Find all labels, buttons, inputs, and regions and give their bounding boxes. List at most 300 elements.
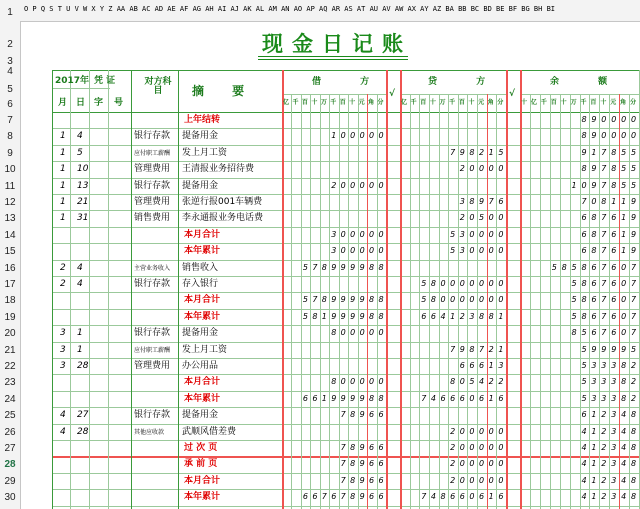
credit-digit: 2 — [459, 213, 465, 223]
entry-month: 1 — [60, 197, 66, 207]
balance-digit: 7 — [631, 295, 637, 305]
balance-unit-label: 百 — [590, 99, 597, 106]
row-number[interactable]: 2 — [7, 39, 13, 50]
debit-unit-label: 万 — [320, 99, 327, 106]
debit-unit-label: 元 — [358, 99, 365, 106]
balance-digit: 8 — [621, 377, 627, 387]
debit-digit: 9 — [359, 475, 365, 485]
debit-digit: 6 — [369, 443, 375, 452]
credit-digit: 6 — [498, 197, 504, 206]
balance-digit: 2 — [601, 443, 607, 452]
check-mark-header: √ — [389, 89, 396, 99]
credit-digit: 8 — [479, 311, 485, 321]
balance-digit: 4 — [581, 475, 587, 485]
entry-month: 3 — [60, 361, 66, 371]
balance-digit: 3 — [611, 492, 617, 502]
row-number[interactable]: 1 — [7, 7, 13, 18]
row-number[interactable]: 4 — [7, 66, 13, 77]
balance-digit: 1 — [571, 180, 577, 190]
balance-digit: 7 — [631, 311, 637, 321]
debit-digit: 6 — [378, 410, 384, 420]
debit-digit: 8 — [321, 295, 327, 305]
balance-digit: 6 — [611, 328, 617, 338]
balance-digit: 0 — [621, 279, 627, 288]
credit-digit: 8 — [469, 147, 475, 157]
debit-digit: 9 — [340, 393, 346, 403]
header-summary: 摘 要 — [192, 84, 257, 98]
debit-digit: 0 — [340, 328, 346, 338]
debit-digit: 6 — [312, 492, 318, 502]
credit-digit: 0 — [498, 475, 504, 485]
year-divider — [52, 88, 110, 89]
credit-digit: 2 — [479, 147, 485, 157]
balance-digit: 2 — [601, 459, 607, 469]
balance-digit: 2 — [631, 377, 637, 387]
balance-digit: 5 — [631, 180, 637, 190]
debit-digit: 9 — [359, 410, 365, 420]
balance-digit: 5 — [581, 328, 587, 338]
balance-digit: 5 — [581, 361, 587, 370]
debit-digit: 0 — [359, 377, 365, 387]
debit-digit: 0 — [350, 246, 356, 256]
entry-day: 4 — [77, 279, 83, 289]
debit-digit: 5 — [302, 295, 308, 305]
debit-digit: 8 — [350, 459, 356, 469]
debit-digit: 7 — [312, 295, 318, 305]
credit-digit: 7 — [421, 492, 427, 502]
credit-digit: 6 — [459, 492, 465, 502]
debit-unit-label: 十 — [349, 99, 356, 106]
debit-digit: 0 — [340, 180, 346, 190]
header-year: 2017年 — [55, 76, 90, 86]
credit-digit: 2 — [450, 443, 456, 452]
balance-digit: 6 — [591, 279, 597, 288]
debit-digit: 7 — [321, 492, 327, 502]
debit-digit: 3 — [331, 229, 337, 239]
balance-digit: 8 — [621, 361, 627, 370]
balance-digit: 2 — [601, 475, 607, 485]
balance-digit: 2 — [601, 492, 607, 502]
credit-digit: 4 — [430, 393, 436, 403]
debit-digit: 8 — [378, 393, 384, 403]
entry-summary: 王清报业务招待费 — [182, 164, 255, 175]
credit-digit: 0 — [498, 164, 504, 174]
row-number[interactable]: 24 — [4, 393, 16, 405]
entry-summary: 过 次 页 — [184, 443, 218, 453]
credit-unit-label: 十 — [429, 99, 436, 106]
row-number[interactable]: 29 — [4, 475, 16, 487]
entry-account: 银行存款 — [134, 131, 171, 142]
debit-digit: 8 — [331, 377, 337, 387]
entry-summary: 本年累计 — [184, 311, 221, 322]
balance-digit: 9 — [631, 246, 637, 256]
entry-account: 管理费用 — [134, 197, 171, 207]
balance-digit: 6 — [611, 295, 617, 305]
debit-digit: 0 — [369, 328, 375, 338]
entry-day: 10 — [77, 164, 89, 175]
balance-digit: 6 — [591, 295, 597, 305]
credit-digit: 3 — [498, 361, 504, 370]
debit-digit: 2 — [331, 180, 337, 190]
debit-digit: 3 — [331, 246, 337, 256]
balance-digit: 0 — [591, 197, 597, 206]
balance-digit: 3 — [611, 459, 617, 469]
entry-summary: 提备用金 — [182, 180, 219, 191]
balance-digit: 7 — [631, 279, 637, 288]
entry-summary: 发上月工资 — [182, 344, 228, 355]
credit-digit: 2 — [450, 475, 456, 485]
debit-digit: 8 — [321, 262, 327, 272]
credit-digit: 0 — [488, 164, 494, 174]
row-number[interactable]: 21 — [4, 344, 16, 356]
row-line — [52, 292, 640, 293]
debit-digit: 9 — [359, 492, 365, 502]
credit-digit: 0 — [498, 443, 504, 452]
balance-digit: 5 — [571, 295, 577, 305]
row-number[interactable]: 3 — [7, 56, 13, 67]
balance-digit: 1 — [591, 147, 597, 157]
row-number[interactable]: 11 — [4, 180, 16, 192]
debit-digit: 7 — [340, 475, 346, 485]
column-line — [52, 70, 53, 509]
row-header-bar[interactable] — [0, 7, 21, 509]
entry-summary: 承 前 页 — [184, 459, 218, 470]
debit-digit: 6 — [369, 410, 375, 420]
entry-account: 应付职工薪酬 — [134, 346, 171, 354]
balance-digit: 3 — [611, 426, 617, 436]
credit-digit: 6 — [421, 311, 427, 321]
row-number[interactable]: 28 — [4, 459, 16, 471]
balance-digit: 0 — [631, 115, 637, 124]
balance-digit: 8 — [581, 311, 587, 321]
balance-digit: 7 — [601, 246, 607, 256]
debit-digit: 1 — [321, 393, 327, 403]
column-line — [386, 70, 388, 509]
balance-digit: 2 — [601, 410, 607, 420]
credit-digit: 7 — [479, 344, 485, 354]
balance-unit-label: 千 — [540, 99, 547, 106]
balance-digit: 0 — [611, 115, 617, 124]
credit-digit: 0 — [469, 475, 475, 485]
credit-digit: 0 — [469, 426, 475, 436]
balance-digit: 9 — [591, 180, 597, 190]
balance-digit: 1 — [591, 492, 597, 502]
balance-digit: 9 — [591, 115, 597, 124]
row-number[interactable]: 30 — [4, 492, 16, 504]
row-number[interactable]: 14 — [4, 229, 16, 241]
row-number[interactable]: 6 — [7, 99, 13, 110]
row-number[interactable]: 10 — [4, 164, 16, 176]
debit-digit: 0 — [369, 229, 375, 239]
balance-digit: 3 — [611, 475, 617, 485]
entry-day: 28 — [77, 426, 89, 437]
debit-digit: 9 — [350, 393, 356, 403]
header-day: 日 — [76, 98, 86, 108]
balance-digit: 8 — [561, 262, 567, 272]
row-line — [52, 194, 640, 195]
credit-digit: 5 — [498, 147, 504, 157]
column-line — [400, 70, 402, 509]
credit-digit: 0 — [469, 229, 475, 239]
credit-digit: 2 — [459, 311, 465, 321]
balance-unit-label: 百 — [550, 99, 557, 106]
debit-digit: 6 — [369, 459, 375, 469]
credit-digit: 7 — [450, 147, 456, 157]
balance-digit: 3 — [611, 393, 617, 403]
balance-digit: 3 — [591, 361, 597, 370]
balance-digit: 8 — [581, 131, 587, 141]
balance-digit: 8 — [601, 197, 607, 206]
entry-summary: 本月合计 — [184, 475, 221, 486]
row-number[interactable]: 8 — [7, 131, 13, 143]
balance-digit: 6 — [581, 213, 587, 223]
debit-digit: 9 — [340, 262, 346, 272]
balance-digit: 0 — [611, 131, 617, 141]
row-line — [52, 374, 640, 375]
balance-digit: 8 — [631, 443, 637, 452]
credit-digit: 3 — [469, 311, 475, 321]
balance-unit-label: 千 — [580, 99, 587, 106]
debit-digit: 0 — [350, 328, 356, 338]
balance-digit: 9 — [611, 344, 617, 354]
debit-digit: 0 — [340, 246, 346, 256]
debit-digit: 9 — [359, 459, 365, 469]
credit-digit: 4 — [440, 311, 446, 321]
header-counter-account: 对方科目 — [144, 77, 172, 96]
balance-digit: 5 — [571, 262, 577, 272]
entry-summary: 本月合计 — [184, 229, 221, 240]
header-credit: 贷 方 — [428, 77, 504, 87]
balance-digit: 9 — [581, 147, 587, 157]
balance-digit: 9 — [591, 131, 597, 141]
debit-digit: 0 — [378, 328, 384, 338]
row-number[interactable]: 15 — [4, 246, 16, 258]
credit-digit: 0 — [479, 426, 485, 436]
row-number[interactable]: 9 — [7, 147, 13, 159]
row-number[interactable]: 18 — [4, 295, 16, 307]
credit-digit: 6 — [498, 492, 504, 502]
balance-digit: 6 — [611, 262, 617, 272]
balance-digit: 5 — [551, 262, 557, 272]
row-number[interactable]: 12 — [4, 197, 16, 208]
credit-digit: 9 — [459, 147, 465, 157]
debit-digit: 9 — [331, 393, 337, 403]
balance-digit: 9 — [591, 344, 597, 354]
credit-digit: 0 — [440, 279, 446, 288]
balance-digit: 0 — [621, 115, 627, 124]
row-line — [52, 227, 640, 228]
entry-summary: 销售收入 — [182, 262, 219, 273]
row-number[interactable]: 20 — [4, 328, 16, 340]
debit-digit: 9 — [340, 311, 346, 321]
credit-digit: 0 — [479, 246, 485, 256]
credit-unit-label: 角 — [487, 99, 494, 106]
balance-unit-label: 元 — [610, 99, 617, 106]
row-line — [52, 145, 640, 146]
balance-digit: 5 — [631, 344, 637, 354]
entry-day: 1 — [77, 328, 83, 339]
debit-digit: 7 — [340, 410, 346, 420]
balance-digit: 1 — [621, 197, 627, 206]
credit-digit: 0 — [488, 246, 494, 256]
balance-digit: 4 — [581, 443, 587, 452]
credit-digit: 5 — [421, 295, 427, 305]
debit-digit: 6 — [302, 393, 308, 403]
debit-digit: 8 — [378, 295, 384, 305]
balance-digit: 4 — [621, 443, 627, 452]
balance-digit: 5 — [571, 279, 577, 288]
balance-digit: 0 — [621, 328, 627, 338]
credit-digit: 0 — [469, 246, 475, 256]
row-number[interactable]: 26 — [4, 426, 16, 438]
credit-digit: 2 — [450, 459, 456, 469]
balance-digit: 9 — [631, 229, 637, 239]
balance-digit: 9 — [591, 164, 597, 174]
credit-digit: 0 — [459, 459, 465, 469]
credit-digit: 8 — [430, 279, 436, 288]
balance-digit: 8 — [571, 328, 577, 338]
row-line — [52, 161, 640, 162]
title-underline — [258, 56, 408, 57]
balance-digit: 5 — [571, 311, 577, 321]
column-line — [70, 70, 71, 509]
balance-digit: 3 — [611, 361, 617, 370]
balance-unit-label: 十 — [521, 99, 528, 106]
balance-digit: 4 — [621, 459, 627, 469]
row-line — [52, 407, 640, 408]
balance-digit: 2 — [631, 393, 637, 403]
header-month: 月 — [58, 98, 68, 108]
debit-digit: 9 — [331, 262, 337, 272]
entry-month: 2 — [60, 279, 66, 289]
credit-digit: 4 — [479, 377, 485, 387]
balance-digit: 8 — [591, 213, 597, 223]
row-number[interactable]: 13 — [4, 213, 16, 225]
debit-unit-label: 千 — [292, 99, 299, 106]
debit-digit: 0 — [359, 246, 365, 256]
credit-digit: 6 — [440, 393, 446, 403]
debit-digit: 7 — [340, 443, 346, 452]
debit-digit: 0 — [359, 328, 365, 338]
row-line — [52, 210, 640, 211]
credit-digit: 0 — [469, 492, 475, 502]
credit-digit: 9 — [459, 344, 465, 354]
credit-digit: 3 — [459, 197, 465, 206]
debit-unit-label: 亿 — [283, 99, 290, 106]
debit-digit: 9 — [331, 311, 337, 321]
row-number[interactable]: 5 — [7, 84, 13, 95]
debit-digit: 0 — [369, 131, 375, 141]
debit-digit: 8 — [369, 393, 375, 403]
row-number[interactable]: 27 — [4, 443, 16, 454]
balance-digit: 8 — [611, 147, 617, 157]
debit-digit: 0 — [369, 377, 375, 387]
row-number[interactable]: 23 — [4, 377, 16, 389]
credit-digit: 0 — [498, 295, 504, 305]
entry-summary: 提备用金 — [182, 131, 219, 142]
entry-month: 1 — [60, 164, 66, 175]
debit-digit-line — [291, 94, 292, 509]
credit-digit: 0 — [498, 246, 504, 256]
header-debit: 借 方 — [312, 77, 388, 87]
row-number[interactable]: 16 — [4, 262, 16, 274]
credit-digit: 5 — [479, 213, 485, 223]
row-number[interactable]: 17 — [4, 279, 16, 290]
header-voucher: 凭 证 — [94, 76, 116, 86]
balance-digit: 7 — [601, 311, 607, 321]
debit-digit: 9 — [359, 393, 365, 403]
credit-digit: 0 — [488, 426, 494, 436]
credit-digit: 2 — [498, 377, 504, 387]
credit-digit: 0 — [459, 279, 465, 288]
credit-unit-label: 元 — [478, 99, 485, 106]
row-line — [52, 506, 640, 507]
entry-summary: 武顺风借差费 — [182, 426, 237, 437]
debit-digit: 0 — [378, 246, 384, 256]
balance-digit: 1 — [611, 197, 617, 206]
balance-digit-line — [560, 94, 561, 509]
row-line — [52, 276, 640, 277]
row-number[interactable]: 19 — [4, 311, 16, 323]
entry-month: 4 — [60, 410, 66, 421]
debit-digit: 0 — [378, 131, 384, 141]
debit-digit: 1 — [331, 131, 337, 141]
balance-digit: 6 — [581, 246, 587, 256]
debit-digit: 9 — [359, 443, 365, 452]
balance-digit: 0 — [621, 295, 627, 305]
credit-digit: 6 — [450, 492, 456, 502]
credit-unit-label: 百 — [420, 99, 427, 106]
entry-account: 管理费用 — [134, 361, 171, 371]
balance-digit: 3 — [601, 361, 607, 370]
debit-unit-label: 百 — [339, 99, 346, 106]
balance-digit: 7 — [601, 213, 607, 223]
balance-unit-label: 万 — [570, 99, 577, 106]
credit-digit: 0 — [479, 459, 485, 469]
header-balance: 余 额 — [550, 77, 626, 87]
credit-digit: 0 — [488, 229, 494, 239]
entry-summary: 本月合计 — [184, 295, 221, 306]
credit-digit: 0 — [498, 213, 504, 223]
balance-digit: 0 — [581, 180, 587, 190]
debit-digit: 0 — [340, 229, 346, 239]
credit-digit: 1 — [488, 361, 494, 370]
row-number[interactable]: 22 — [4, 361, 16, 372]
entry-account: 应付职工薪酬 — [134, 149, 171, 157]
credit-digit: 6 — [479, 393, 485, 403]
debit-digit: 0 — [369, 180, 375, 190]
debit-digit: 0 — [359, 180, 365, 190]
debit-divider — [282, 94, 386, 95]
credit-digit: 6 — [498, 393, 504, 403]
debit-digit: 6 — [378, 475, 384, 485]
debit-digit: 8 — [350, 410, 356, 420]
column-header-bar[interactable] — [0, 0, 640, 22]
debit-digit: 9 — [350, 295, 356, 305]
balance-digit: 6 — [591, 311, 597, 321]
entry-summary: 提备用金 — [182, 328, 219, 339]
row-number[interactable]: 25 — [4, 410, 16, 422]
balance-digit-line — [540, 94, 541, 509]
row-number[interactable]: 7 — [7, 115, 13, 126]
entry-account: 银行存款 — [134, 328, 171, 339]
credit-digit: 9 — [479, 197, 485, 206]
balance-digit: 3 — [591, 377, 597, 387]
credit-digit: 2 — [488, 377, 494, 387]
debit-digit: 8 — [369, 311, 375, 321]
credit-digit: 6 — [450, 393, 456, 403]
credit-unit-label: 百 — [458, 99, 465, 106]
